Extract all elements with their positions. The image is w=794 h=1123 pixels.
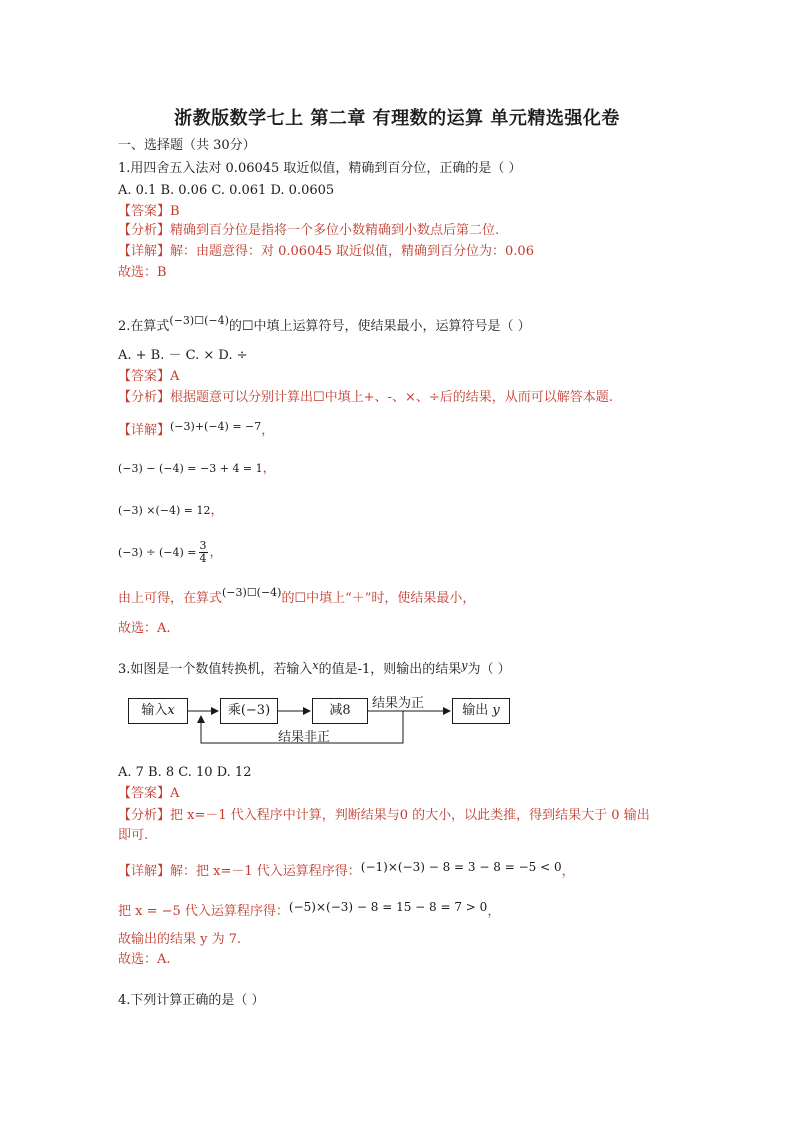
q2-stem bbox=[118, 314, 531, 336]
q2-equation-4: (−3) ÷ (−4) = bbox=[118, 546, 197, 559]
input-var: x bbox=[167, 703, 175, 718]
q2-equation-2: (−3) − (−4) = −3 + 4 = 1 bbox=[118, 462, 263, 475]
q3-stem-pre: 3.如图是一个数值转换机，若输入 bbox=[118, 662, 313, 677]
q3-options: A. 7 B. 8 C. 10 D. 12 bbox=[118, 765, 252, 780]
input-box bbox=[128, 698, 188, 724]
q1-choose: 故选：B bbox=[118, 265, 167, 280]
output-label: 输出 bbox=[462, 703, 489, 718]
q3-stem-mid: 的值是-1，则输出的结果 bbox=[318, 662, 462, 677]
q3-detail-pre: 【详解】解：把 x=－1 代入运算程序得： bbox=[118, 864, 361, 879]
q2-stem-pre: 2.在算式 bbox=[118, 319, 170, 334]
q2-conclusion bbox=[118, 586, 476, 608]
q1-stem: 1.用四舍五入法对 0.06045 取近似值，精确到百分位，正确的是（ ） bbox=[118, 161, 522, 176]
q2-conclusion-expression: (−3)☐(−4) bbox=[222, 586, 282, 599]
q3-detail-line bbox=[118, 862, 575, 881]
q2-comma-4: ， bbox=[209, 545, 223, 560]
q3-analysis-2: 即可. bbox=[118, 828, 149, 843]
q3-stem bbox=[118, 661, 511, 679]
q2-stem-post: 的☐中填上运算符号，使结果最小，运算符号是（ ） bbox=[228, 319, 531, 334]
q3-choose: 故选：A. bbox=[118, 952, 171, 967]
q2-equation-4-line bbox=[118, 540, 223, 565]
q1-detail: 【详解】解：由题意得：对 0.06045 取近似值，精确到百分位为：0.06 bbox=[118, 244, 534, 259]
multiply-box: 乘(−3) bbox=[220, 698, 278, 724]
q3-comma-1: ， bbox=[561, 864, 575, 879]
q3-result: 故输出的结果 y 为 7. bbox=[118, 932, 242, 947]
q2-fraction-denominator: 4 bbox=[199, 552, 207, 565]
q3-stem-post: 为（ ） bbox=[467, 662, 511, 677]
q2-comma-2: ， bbox=[262, 461, 276, 476]
q2-equation-1: (−3)+(−4) = −7 bbox=[170, 420, 262, 433]
q2-stem-expression: (−3)☐(−4) bbox=[169, 314, 229, 327]
q2-fraction bbox=[199, 540, 208, 565]
q2-comma-3: ， bbox=[210, 503, 224, 518]
q3-answer: 【答案】A bbox=[118, 786, 180, 801]
output-box bbox=[452, 698, 510, 724]
subtract-box: 减8 bbox=[312, 698, 368, 724]
q2-equation-2-line bbox=[118, 460, 276, 478]
q4-stem: 4.下列计算正确的是（ ） bbox=[118, 993, 265, 1008]
q2-conclusion-post: 的☐中填上“＋”时，使结果最小， bbox=[281, 591, 476, 606]
document-title: 浙教版数学七上 第二章 有理数的运算 单元精选强化卷 bbox=[174, 108, 620, 129]
q2-detail-label: 【详解】 bbox=[118, 423, 171, 438]
q2-equation-3: (−3) ×(−4) = 12 bbox=[118, 504, 211, 517]
not-positive-label: 结果非正 bbox=[278, 730, 331, 745]
q3-stem-y: y bbox=[461, 659, 468, 672]
q3-detail-expression: (−1)×(−3) − 8 = 3 − 8 = −5 < 0 bbox=[360, 860, 562, 874]
section-heading: 一、选择题（共 30分） bbox=[118, 138, 256, 153]
q3-comma-2: ， bbox=[487, 904, 501, 919]
positive-label: 结果为正 bbox=[372, 696, 425, 711]
input-label: 输入 bbox=[141, 703, 168, 718]
q1-options: A. 0.1 B. 0.06 C. 0.061 D. 0.0605 bbox=[118, 183, 335, 198]
q2-conclusion-pre: 由上可得，在算式 bbox=[118, 591, 223, 606]
q2-choose: 故选：A. bbox=[118, 621, 171, 636]
q1-analysis: 【分析】精确到百分位是指将一个多位小数精确到小数点后第二位. bbox=[118, 223, 500, 238]
q2-fraction-numerator: 3 bbox=[199, 539, 207, 552]
q3-analysis-1: 【分析】把 x=－1 代入程序中计算，判断结果与0 的大小，以此类推，得到结果大于 0 输出 bbox=[118, 808, 650, 823]
q2-comma-1: ， bbox=[261, 423, 275, 438]
q2-options: A. + B. － C. × D. ÷ bbox=[118, 348, 248, 363]
q2-answer: 【答案】A bbox=[118, 369, 180, 384]
q2-equation-3-line bbox=[118, 502, 224, 520]
q3-detail-2-line bbox=[118, 902, 500, 921]
q3-detail2-expression: (−5)×(−3) − 8 = 15 − 8 = 7 > 0 bbox=[288, 900, 488, 914]
q3-detail2-pre: 把 x = −5 代入运算程序得： bbox=[118, 904, 289, 919]
q3-stem-x: x bbox=[312, 659, 319, 672]
q2-analysis: 【分析】根据题意可以分别计算出☐中填上+、-、×、÷后的结果，从而可以解答本题. bbox=[118, 390, 613, 405]
q2-detail-line bbox=[118, 422, 274, 440]
conversion-flowchart bbox=[128, 690, 528, 750]
output-var: y bbox=[492, 703, 500, 718]
q1-answer: 【答案】B bbox=[118, 204, 180, 219]
